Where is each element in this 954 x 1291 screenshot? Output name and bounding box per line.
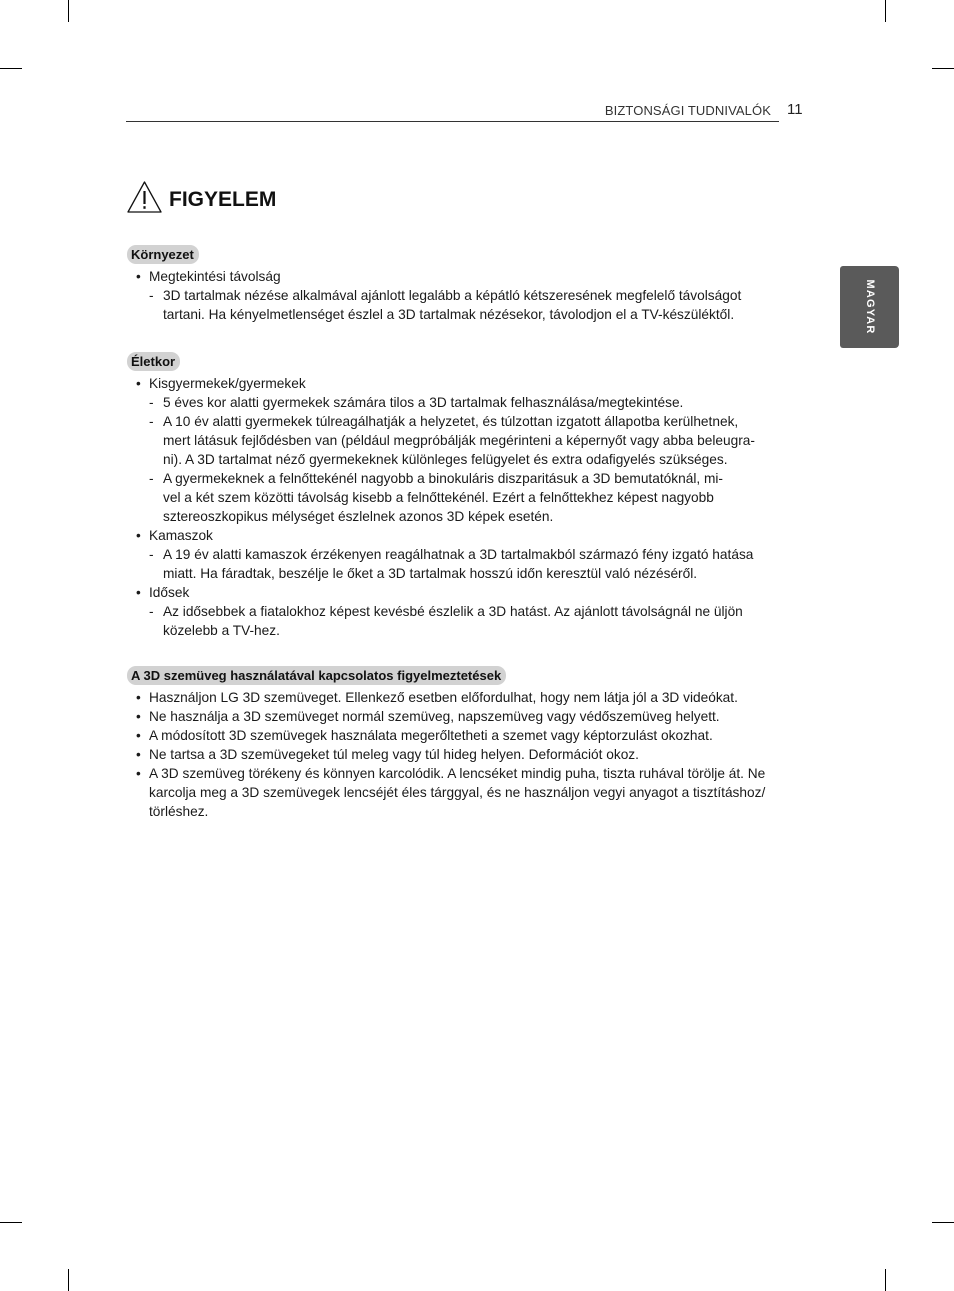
bullet-item-line: A módosított 3D szemüvegek használata megerőltetheti a szemet vagy képtorzulást okozhat. bbox=[149, 728, 713, 743]
bullet-item: Idősek bbox=[149, 585, 190, 600]
dash-marker: - bbox=[149, 395, 154, 410]
dash-marker: - bbox=[149, 547, 154, 562]
crop-mark bbox=[0, 1222, 22, 1223]
sub-item-line: 5 éves kor alatti gyermekek számára tilos a 3D tartalmak felhasználása/megtekintése. bbox=[163, 395, 684, 410]
title-text: FIGYELEM bbox=[169, 188, 277, 211]
bullet-item: Kamaszok bbox=[149, 528, 213, 543]
crop-mark bbox=[68, 1269, 69, 1291]
crop-mark bbox=[932, 1222, 954, 1223]
bullet-item-line: Használjon LG 3D szemüveget. Ellenkező esetben előfordulhat, hogy nem látja jól a 3D videókat. bbox=[149, 690, 738, 705]
page-number: 11 bbox=[787, 101, 803, 118]
bullet-marker: • bbox=[136, 747, 141, 762]
bullet-marker: • bbox=[136, 690, 141, 705]
crop-mark bbox=[68, 0, 69, 22]
bullet-marker: • bbox=[136, 709, 141, 724]
bullet-item-line: A 3D szemüveg törékeny és könnyen karcolódik. A lencséket mindig puha, tiszta ruhával törölje át. Ne bbox=[149, 766, 766, 781]
bullet-item-line: Ne tartsa a 3D szemüvegeket túl meleg vagy túl hideg helyen. Deformációt okoz. bbox=[149, 747, 639, 762]
sub-item-line: mert látásuk fejlődésben van (például megpróbálják megérinteni a képernyőt vagy abba beleugra- bbox=[163, 433, 755, 448]
section-label: Környezet bbox=[127, 245, 199, 264]
sub-item-line: Az idősebbek a fiatalokhoz képest kevésbé észlelik a 3D hatást. Az ajánlott távolságnál ne üljön bbox=[163, 604, 743, 619]
sub-item-line: miatt. Ha fáradtak, beszélje le őket a 3D tartalmak hosszú időn keresztül való nézéséről. bbox=[163, 566, 698, 581]
dash-marker: - bbox=[149, 288, 154, 303]
bullet-marker: • bbox=[136, 585, 141, 600]
bullet-item-line: Ne használja a 3D szemüveget normál szemüveg, napszemüveg vagy védőszemüveg helyett. bbox=[149, 709, 720, 724]
bullet-marker: • bbox=[136, 376, 141, 391]
bullet-marker: • bbox=[136, 766, 141, 781]
sub-item-line: sztereoszkopikus mélységet észlelnek azonos 3D képek esetén. bbox=[163, 509, 554, 524]
crop-mark bbox=[885, 1269, 886, 1291]
bullet-item-line: karcolja meg a 3D szemüvegek lencséjét éles tárggyal, és ne használjon vegyi anyagot a tisztításhoz/ bbox=[149, 785, 766, 800]
sub-item-line: A 19 év alatti kamaszok érzékenyen reagálhatnak a 3D tartalmakból származó fény izgató hatása bbox=[163, 547, 754, 562]
warning-icon bbox=[126, 180, 163, 214]
section-label: Életkor bbox=[127, 352, 180, 371]
bullet-marker: • bbox=[136, 269, 141, 284]
bullet-item: Kisgyermekek/gyermekek bbox=[149, 376, 306, 391]
sub-item-line: 3D tartalmak nézése alkalmával ajánlott legalább a képátló kétszeresének megfelelő távolságot bbox=[163, 288, 742, 303]
page-title bbox=[126, 174, 276, 214]
dash-marker: - bbox=[149, 414, 154, 429]
bullet-item: Megtekintési távolság bbox=[149, 269, 281, 284]
bullet-marker: • bbox=[136, 528, 141, 543]
header-divider bbox=[126, 121, 779, 122]
header-section-title: BIZTONSÁGI TUDNIVALÓK bbox=[604, 103, 771, 118]
sub-item-line: közelebb a TV-hez. bbox=[163, 623, 280, 638]
sub-item-line: ni). A 3D tartalmat néző gyermekeknek különleges felügyelet és extra odafigyelés szükséges. bbox=[163, 452, 728, 467]
sub-item-line: tartani. Ha kényelmetlenséget észlel a 3D tartalmak nézésekor, távolodjon el a TV-készüléktől. bbox=[163, 307, 735, 322]
bullet-marker: • bbox=[136, 728, 141, 743]
dash-marker: - bbox=[149, 604, 154, 619]
crop-mark bbox=[932, 68, 954, 69]
dash-marker: - bbox=[149, 471, 154, 486]
crop-mark bbox=[885, 0, 886, 22]
language-tab-label: MAGYAR bbox=[863, 279, 876, 335]
language-tab bbox=[840, 266, 899, 348]
crop-mark bbox=[0, 68, 22, 69]
sub-item-line: A 10 év alatti gyermekek túlreagálhatják a helyzetet, és túlzottan izgatott állapotba kerülhetnek, bbox=[163, 414, 739, 429]
sub-item-line: A gyermekeknek a felnőttekénél nagyobb a binokuláris diszparitásuk a 3D bemutatóknál, mi- bbox=[163, 471, 723, 486]
sub-item-line: vel a két szem közötti távolság kisebb a felnőttekénél. Ezért a felnőttekhez képest nagyobb bbox=[163, 490, 714, 505]
bullet-item-line: törléshez. bbox=[149, 804, 209, 819]
section-label: A 3D szemüveg használatával kapcsolatos figyelmeztetések bbox=[127, 666, 506, 685]
